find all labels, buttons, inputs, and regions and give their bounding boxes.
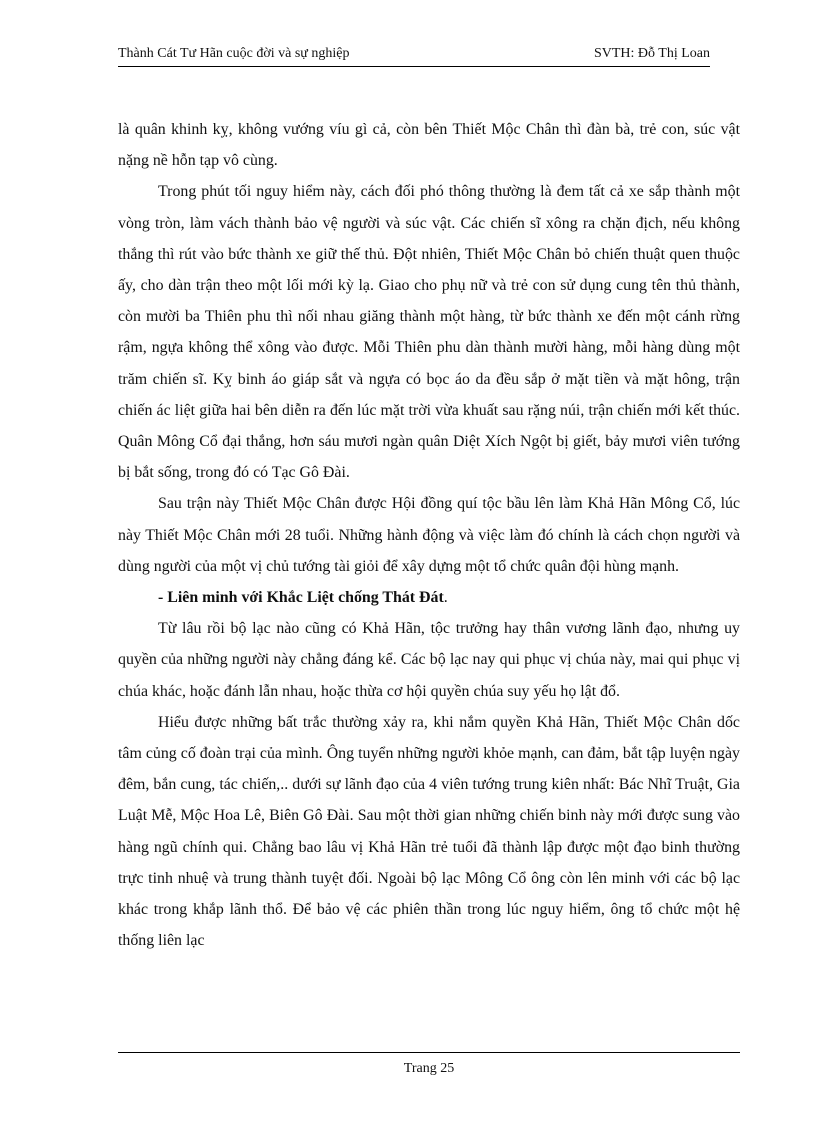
paragraph: là quân khinh kỵ, không vướng víu gì cả, còn bên Thiết Mộc Chân thì đàn bà, trẻ con, súc vật nặng nề hỗn tạp vô cùng. bbox=[118, 121, 740, 170]
page-number: Trang 25 bbox=[403, 1061, 455, 1076]
paragraph: Sau trận này Thiết Mộc Chân được Hội đồng quí tộc bầu lên làm Khả Hãn Mông Cổ, lúc này Thiết Mộc Chân mới 28 tuổi. Những hành động và việc làm đó chính là cách chọn người và dùng người của một vị chủ tướng tài giỏi để xây dựng một tổ chức quân đội hùng mạnh. bbox=[118, 495, 740, 575]
section-subheading bbox=[118, 582, 740, 613]
document-body bbox=[118, 114, 740, 956]
paragraph: Trong phút tối nguy hiểm này, cách đối phó thông thường là đem tất cả xe sắp thành một vòng tròn, làm vách thành bảo vệ người và súc vật. Các chiến sĩ xông ra chặn địch, nếu không thắng thì rút vào bức thành xe giữ thế thủ. Đột nhiên, Thiết Mộc Chân bỏ chiến thuật quen thuộc ấy, cho dàn trận theo một lối mới kỳ lạ. Giao cho phụ nữ và trẻ con sử dụng cung tên thủ thành, còn mười ba Thiên phu thì nối nhau giăng thành một hàng, từ bức thành xe đến một cánh rừng rậm, ngựa không thể xông vào được. Mỗi Thiên phu dàn thành mười hàng, mỗi hàng dùng một trăm chiến sĩ. Kỵ binh áo giáp sắt và ngựa có bọc áo da đều sắp ở mặt tiền và mặt hông, trận chiến ác liệt giữa hai bên diễn ra đến lúc mặt trời vừa khuất sau rặng núi, trận chiến mới kết thúc. Quân Mông Cổ đại thắng, hơn sáu mươi ngàn quân Diệt Xích Ngột bị giết, bảy mươi viên tướng bị bắt sống, trong đó có Tạc Gô Đài. bbox=[118, 183, 740, 482]
page-footer bbox=[118, 1052, 740, 1076]
header-author: SVTH: Đỗ Thị Loan bbox=[593, 46, 710, 61]
paragraph: Từ lâu rồi bộ lạc nào cũng có Khả Hãn, tộc trưởng hay thân vương lãnh đạo, nhưng uy quyền của những người này chẳng đáng kể. Các bộ lạc nay qui phục vị chúa này, mai qui phục vị chúa khác, hoặc đánh lẫn nhau, hoặc thừa cơ hội quyền chúa suy yếu họ lật đổ. bbox=[118, 620, 740, 700]
subheading-text: - Liên minh với Khắc Liệt chống Thát Đát bbox=[158, 589, 444, 607]
subheading-period: . bbox=[443, 589, 448, 607]
page-header bbox=[118, 44, 710, 67]
header-title: Thành Cát Tư Hãn cuộc đời và sự nghiệp bbox=[118, 46, 350, 61]
paragraph: Hiểu được những bất trắc thường xảy ra, khi nắm quyền Khả Hãn, Thiết Mộc Chân dốc tâm củng cố đoàn trại của mình. Ông tuyển những người khỏe mạnh, can đảm, bắt tập luyện ngày đêm, bắn cung, tác chiến,.. dưới sự lãnh đạo của 4 viên tướng trung kiên nhất: Bác Nhĩ Truật, Gia Luật Mễ, Mộc Hoa Lê, Biên Gô Đài. Sau một thời gian những chiến binh này mới được sung vào hàng ngũ chính qui. Chẳng bao lâu vị Khả Hãn trẻ tuổi đã thành lập được một đạo binh thường trực tinh nhuệ và trung thành tuyệt đối. Ngoài bộ lạc Mông Cổ ông còn lên minh với các bộ lạc khác trong khắp lãnh thổ. Để bảo vệ các phiên thần trong lúc nguy hiểm, ông tổ chức một hệ thống liên lạc bbox=[118, 713, 740, 950]
